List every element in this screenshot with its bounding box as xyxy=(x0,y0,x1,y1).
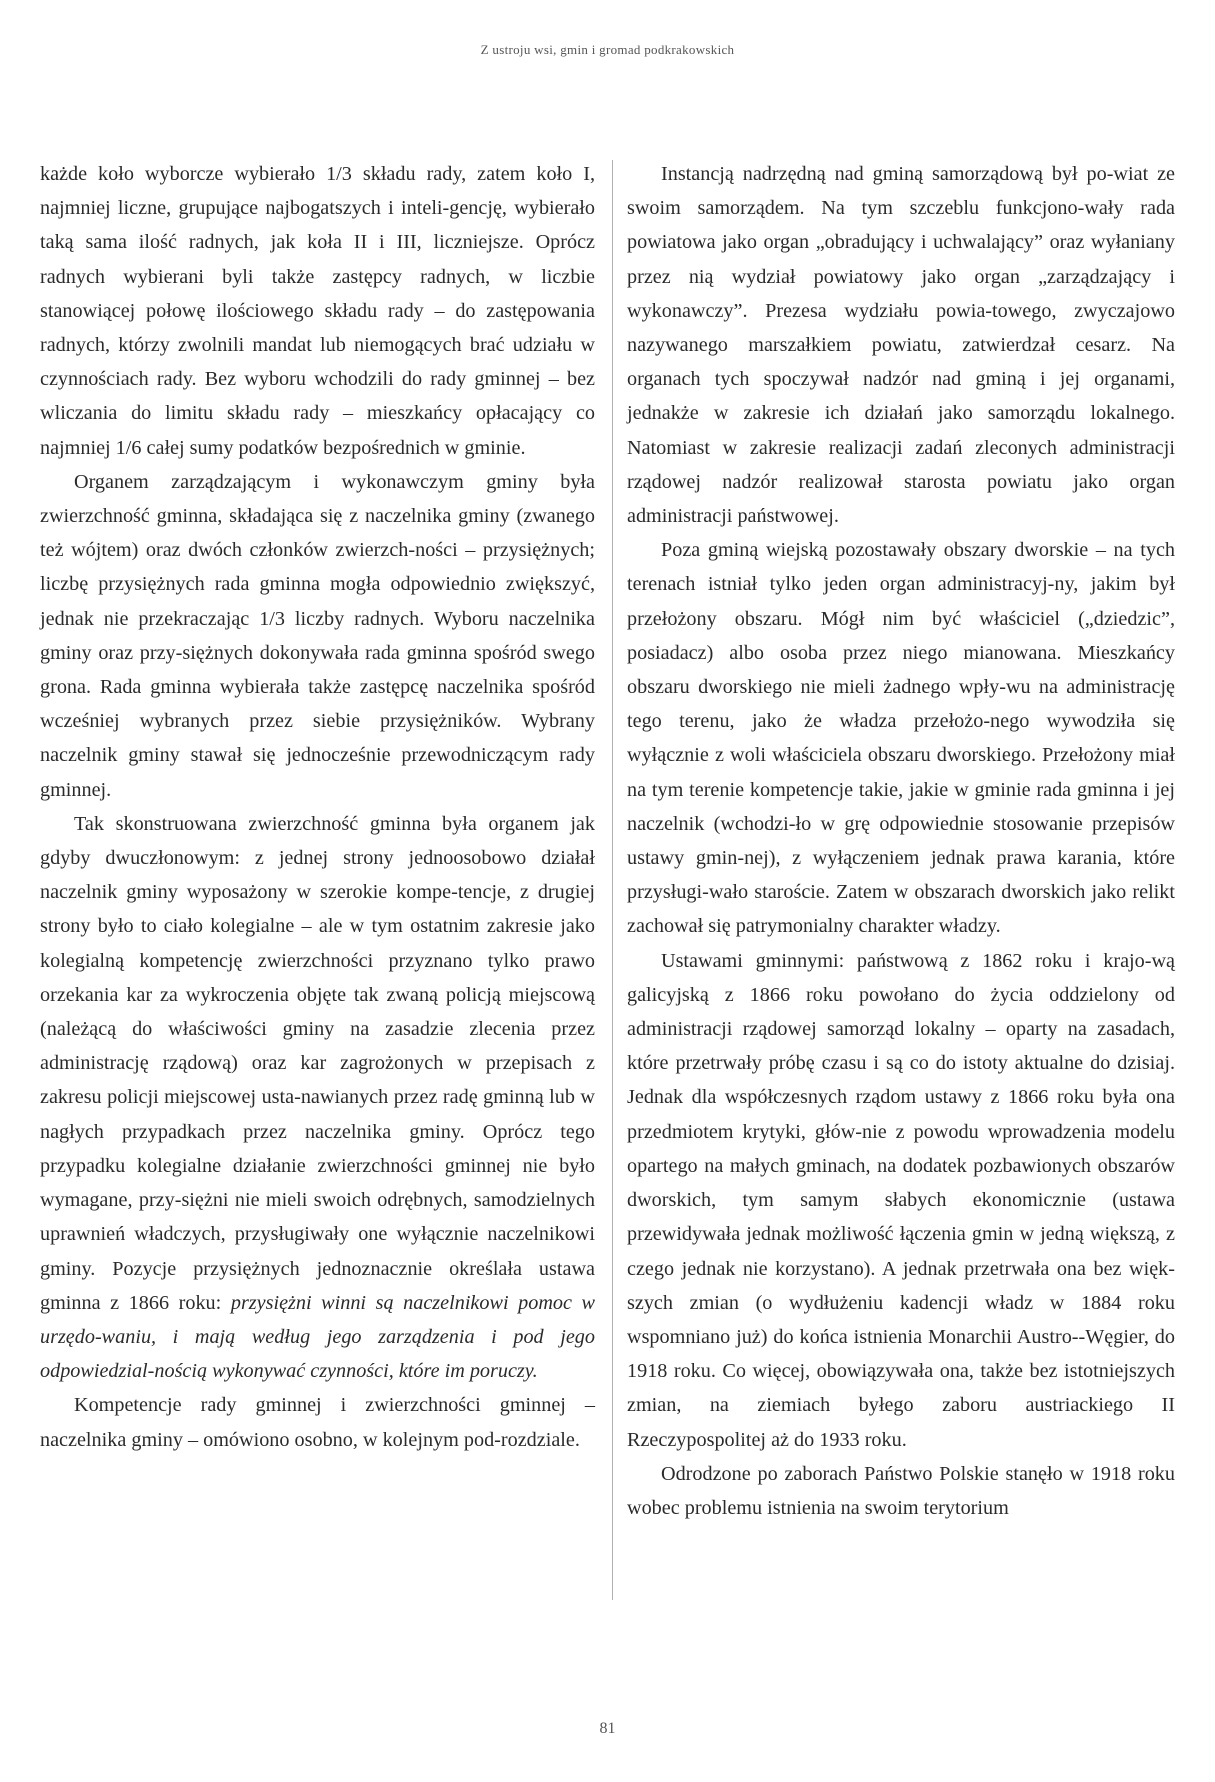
paragraph: Kompetencje rady gminnej i zwierzchności gminnej – naczelnika gminy – omówiono osobno, w kolejnym pod-rozdziale. xyxy=(40,1394,595,1451)
right-column xyxy=(627,157,1175,1525)
column-divider xyxy=(612,160,613,1600)
paragraph-text: Tak skonstruowana zwierzchność gminna była organem jak gdyby dwuczłonowym: z jednej strony jednoosobowo działał naczelnik gminy wyposażony w szerokie kompe-tencje, z drugiej strony było to ciało kolegialne – ale w tym ostatnim zakresie jako kolegialną kompetencję zwierzchności przyznano tylko prawo orzekania kar za wykroczenia objęte tak zwaną policją miejscową (należącą do właściwości gminy na zasadzie zlecenia przez administrację rządową) oraz kar zagrożonych w przepisach z zakresu policji miejscowej usta-nawianych przez radę gminną lub w nagłych przypadkach przez naczelnika gminy. Oprócz tego przypadku kolegialne działanie zwierzchności gminnej nie było wymagane, przy-siężni nie mieli swoich odrębnych, samodzielnych uprawnień władczych, przysługiwały one wyłącznie naczelnikowi gminy. Pozycje przysiężnych jednoznacznie określała ustawa gminna z 1866 roku: xyxy=(40,812,595,1314)
running-header: Z ustroju wsi, gmin i gromad podkrakowskich xyxy=(480,42,735,57)
paragraph: Instancją nadrzędną nad gminą samorządową był po-wiat ze swoim samorządem. Na tym szczeblu funkcjono-wały rada powiatowa jako organ „obradujący i uchwalający” oraz wyłaniany przez nią wydział powiatowy jako organ „zarządzający i wykonawczy”. Prezesa wydziału powia-towego, zwyczajowo nazywanego marszałkiem powiatu, zatwierdzał cesarz. Na organach tych spoczywał nadzór nad gminą i jej organami, jednakże w zakresie ich działań jako samorządu lokalnego. Natomiast w zakresie realizacji zadań zleconych administracji rządowej nadzór realizował starosta powiatu jako organ administracji państwowej. xyxy=(627,163,1175,528)
paragraph: Odrodzone po zaborach Państwo Polskie stanęło w 1918 roku wobec problemu istnienia na swoim terytorium xyxy=(627,1462,1175,1519)
paragraph xyxy=(40,807,595,1388)
paragraph: Poza gminą wiejską pozostawały obszary dworskie – na tych terenach istniał tylko jeden organ administracyj-ny, jakim był przełożony obszaru. Mógł nim być właściciel („dziedzic”, posiadacz) albo osoba przez niego mianowana. Mieszkańcy obszaru dworskiego nie mieli żadnego wpły-wu na administrację tego terenu, jako że władza przełożo-nego wywodziła się wyłącznie z woli właściciela obszaru dworskiego. Przełożony miał na tym terenie kompetencje takie, jakie w gminie rada gminna i jej naczelnik (wchodzi-ło w grę odpowiednie stosowanie przepisów ustawy gmin-nej), z wyłączeniem jednak prawa karania, które przysługi-wało staroście. Zatem w obszarach dworskich jako relikt zachował się patrymonialny charakter władzy. xyxy=(627,539,1175,938)
paragraph: Organem zarządzającym i wykonawczym gminy była zwierzchność gminna, składająca się z naczelnika gminy (zwanego też wójtem) oraz dwóch członków zwierzch-ności – przysiężnych; liczbę przysiężnych rada gminna mogła odpowiednio zwiększyć, jednak nie przekraczając 1/3 liczby radnych. Wyboru naczelnika gminy oraz przy-siężnych dokonywała rada gminna spośród swego grona. Rada gminna wybierała także zastępcę naczelnika spośród wcześniej wybranych przez siebie przysiężników. Wybrany naczelnik gminy stawał się jednocześnie przewodniczącym rady gminnej. xyxy=(40,470,595,801)
paragraph: każde koło wyborcze wybierało 1/3 składu rady, zatem koło I, najmniej liczne, grupujące najbogatszych i inteli-gencję, wybierało taką sama ilość radnych, jak koła II i III, liczniejsze. Oprócz radnych wybierani byli także zastępcy radnych, w liczbie stanowiącej połowę ilościowego składu rady – do zastępowania radnych, którzy zwolnili mandat lub niemogących brać udziału w czynnościach rady. Bez wyboru wchodzili do rady gminnej – bez wliczania do limitu składu rady – mieszkańcy opłacający co najmniej 1/6 całej sumy podatków bezpośrednich w gminie. xyxy=(40,163,595,459)
italic-quote: przysiężni winni są naczelnikowi pomoc w urzędo-waniu, i mają według jego zarządzenia i pod jego odpowiedzial-nością wykonywać czynności, które im poruczy. xyxy=(40,1291,596,1383)
page-number: 81 xyxy=(599,1720,616,1737)
left-column xyxy=(40,157,595,1457)
paragraph: Ustawami gminnymi: państwową z 1862 roku i krajo-wą galicyjską z 1866 roku powołano do życia oddzielony od administracji rządowej samorząd lokalny – oparty na zasadach, które przetrwały próbę czasu i są co do istoty aktualne do dzisiaj. Jednak dla współczesnych rządom ustawy z 1866 roku była ona przedmiotem krytyki, głów-nie z powodu wprowadzenia modelu opartego na małych gminach, na dodatek pozbawionych obszarów dworskich, tym samym słabych ekonomicznie (ustawa przewidywała jednak możliwość łączenia gmin w jedną większą, z czego jednak nie korzystano). A jednak przetrwała ona bez więk-szych zmian (o wydłużeniu kadencji władz w 1884 roku wspomniano już) do końca istnienia Monarchii Austro--Węgier, do 1918 roku. Co więcej, obowiązywała ona, także bez istotniejszych zmian, na ziemiach byłego zaboru austriackiego II Rzeczypospolitej aż do 1933 roku. xyxy=(627,949,1175,1451)
